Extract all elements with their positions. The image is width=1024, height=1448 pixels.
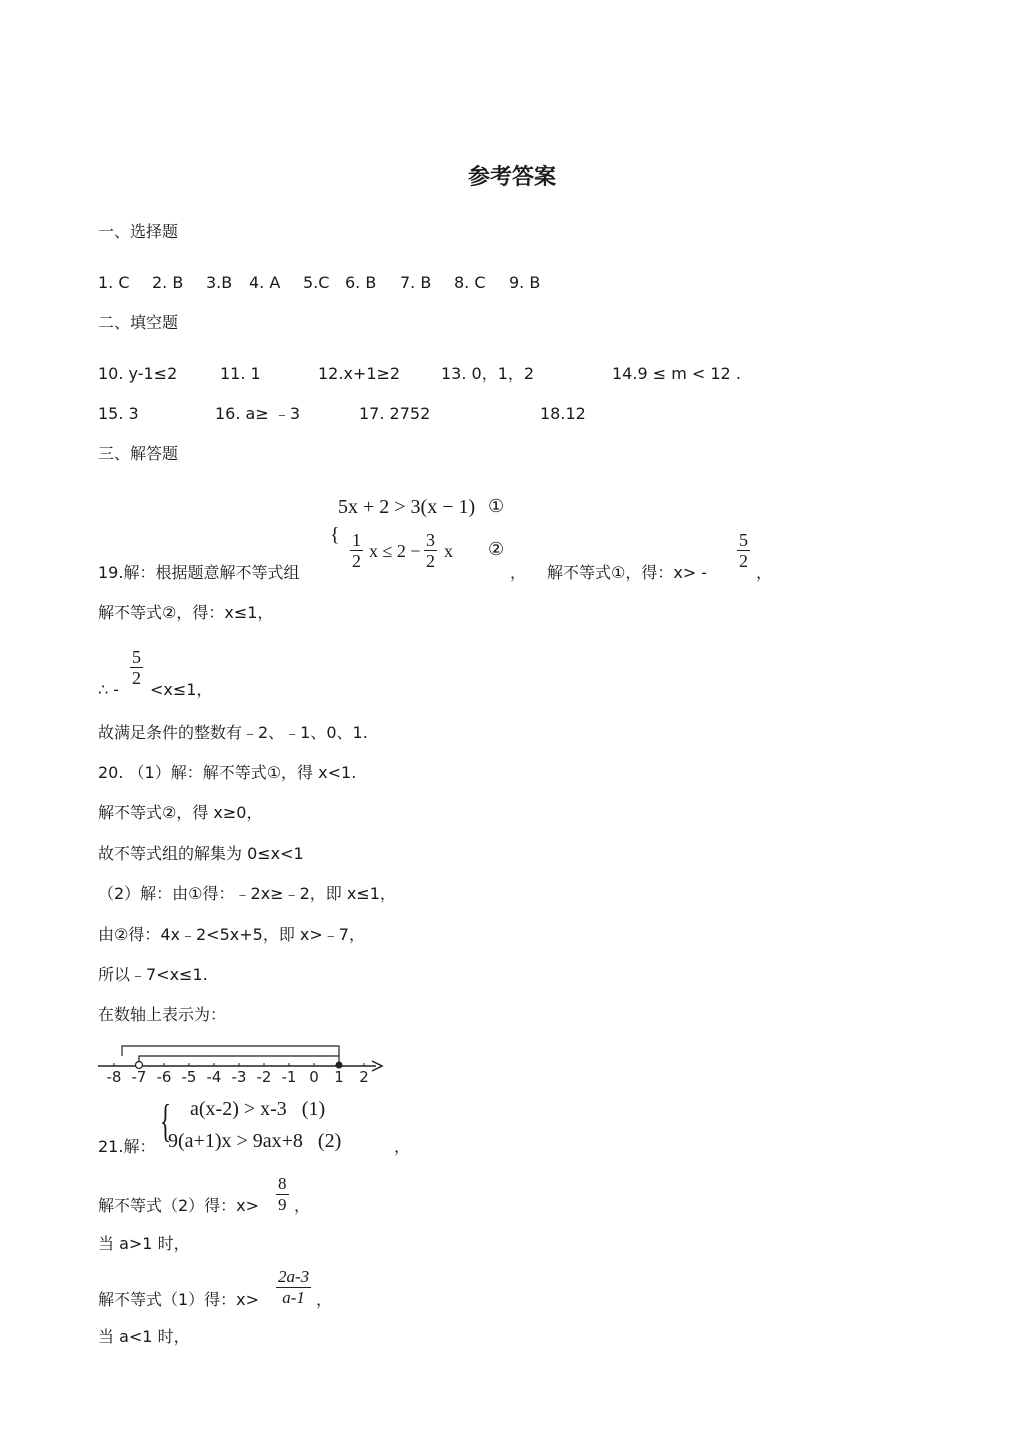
q20-line-5: 由②得：4x﹣2<5x+5，即 x>﹣7， <box>98 925 365 944</box>
q20-line-6: 所以﹣7<x≤1. <box>98 965 208 984</box>
denominator: 2 <box>132 668 141 688</box>
denominator: 2 <box>739 551 748 571</box>
number-line <box>96 1038 396 1088</box>
numerator: 2a-3 <box>278 1267 310 1286</box>
q19-intro: 19.解：根据题意解不等式组 <box>98 563 300 582</box>
q21-line-3-end: ， <box>316 1290 333 1309</box>
page-title: 参考答案 <box>467 165 556 190</box>
answer-16: 16. a≥ ﹣3 <box>215 404 301 423</box>
q19-integers: 故满足条件的整数有﹣2、﹣1、0、1. <box>98 723 368 742</box>
answer-14: 14.9 ≤ m < 12 . <box>612 364 741 383</box>
answer-9: 9. B <box>509 273 541 292</box>
axis-tick-label: -4 <box>206 1068 222 1086</box>
axis-tick-label: 0 <box>309 1068 319 1086</box>
q19-mark-2: ② <box>488 539 505 559</box>
q20-line-1: 20. （1）解：解不等式①，得 x<1. <box>98 763 357 782</box>
answer-3: 3.B <box>206 273 233 292</box>
q20-line-3: 故不等式组的解集为 0≤x<1 <box>98 844 304 863</box>
q19-frac-therefore <box>130 647 143 688</box>
answer-7: 7. B <box>400 273 432 292</box>
answer-6: 6. B <box>345 273 377 292</box>
axis-tick-label: -2 <box>256 1068 272 1086</box>
answer-4: 4. A <box>249 273 281 292</box>
q19-step1-end: ， <box>756 563 773 582</box>
q19-therefore: ∴ - <box>98 680 120 699</box>
answer-1: 1. C <box>98 273 130 292</box>
q21-inequality-2: 9(a+1)x > 9ax+8 (2) <box>168 1130 342 1152</box>
denominator: 9 <box>278 1195 287 1214</box>
section-heading-fill: 二、填空题 <box>98 313 179 332</box>
q21-inequality-1: a(x-2) > x-3 (1) <box>190 1098 326 1120</box>
open-endpoint <box>136 1062 143 1069</box>
answer-12: 12.x+1≥2 <box>318 364 401 383</box>
answer-15: 15. 3 <box>98 404 139 423</box>
q19-inequality-2a: x ≤ 2 − <box>369 541 421 561</box>
q21-comma: ， <box>394 1137 411 1156</box>
answer-18: 18.12 <box>540 404 586 423</box>
axis-tick-label: 2 <box>359 1068 369 1086</box>
q20-line-2: 解不等式②，得 x≥0， <box>98 803 263 822</box>
denominator: 2 <box>352 551 361 571</box>
q21-line-2: 当 a>1 时， <box>98 1234 190 1253</box>
denominator: a-1 <box>282 1288 305 1307</box>
numerator: 5 <box>132 647 141 667</box>
q21-line-4: 当 a<1 时， <box>98 1327 190 1346</box>
q21-frac-general <box>276 1267 311 1308</box>
q20-line-7: 在数轴上表示为： <box>98 1005 227 1024</box>
q19-inequality-2b: x <box>444 541 453 561</box>
q21-frac-eight-ninths <box>276 1174 289 1215</box>
section-heading-choice: 一、选择题 <box>98 222 179 241</box>
axis-tick-label: -6 <box>156 1068 172 1086</box>
closed-endpoint <box>336 1062 343 1069</box>
q19-mark-1: ① <box>488 496 505 516</box>
numerator: 8 <box>278 1174 287 1193</box>
axis-tick-label: -7 <box>131 1068 147 1086</box>
q19-step2: 解不等式②，得：x≤1， <box>98 603 274 622</box>
numerator: 5 <box>739 530 748 550</box>
q19-step1: 解不等式①，得：x> - <box>547 563 708 582</box>
answer-17: 17. 2752 <box>359 404 431 423</box>
section-heading-solve: 三、解答题 <box>98 444 179 463</box>
denominator: 2 <box>426 551 435 571</box>
answer-2: 2. B <box>152 273 184 292</box>
axis-tick-label: 1 <box>334 1068 344 1086</box>
q19-comma: ， <box>510 563 527 582</box>
answer-5: 5.C <box>303 273 330 292</box>
axis-tick-label: -3 <box>231 1068 247 1086</box>
outer-interval-bracket <box>122 1046 339 1056</box>
q20-line-4: （2）解：由①得：﹣2x≥﹣2，即 x≤1， <box>98 884 396 903</box>
answer-10: 10. y-1≤2 <box>98 364 178 383</box>
numerator: 3 <box>426 530 435 550</box>
answer-11: 11. 1 <box>220 364 261 383</box>
numerator: 1 <box>352 530 361 550</box>
axis-tick-label: -8 <box>106 1068 122 1086</box>
q21-line-1: 解不等式（2）得：x> <box>98 1196 260 1215</box>
answer-8: 8. C <box>454 273 486 292</box>
q19-therefore-end: <x≤1， <box>150 680 213 699</box>
axis-tick-label: -5 <box>181 1068 197 1086</box>
q19-frac-half <box>350 530 363 571</box>
answer-13: 13. 0，1，2 <box>441 364 535 383</box>
q21-system-brace: { <box>160 1095 172 1146</box>
q19-frac-three-halves <box>424 530 437 571</box>
q19-inequality-1: 5x + 2 > 3(x − 1) <box>338 496 476 518</box>
q21-label: 21.解： <box>98 1137 156 1156</box>
axis-tick-label: -1 <box>281 1068 297 1086</box>
q21-line-1-end: ， <box>294 1196 311 1215</box>
system-brace: { <box>330 524 340 546</box>
q19-frac-five-halves <box>737 530 750 571</box>
q21-line-3: 解不等式（1）得：x> <box>98 1290 260 1309</box>
